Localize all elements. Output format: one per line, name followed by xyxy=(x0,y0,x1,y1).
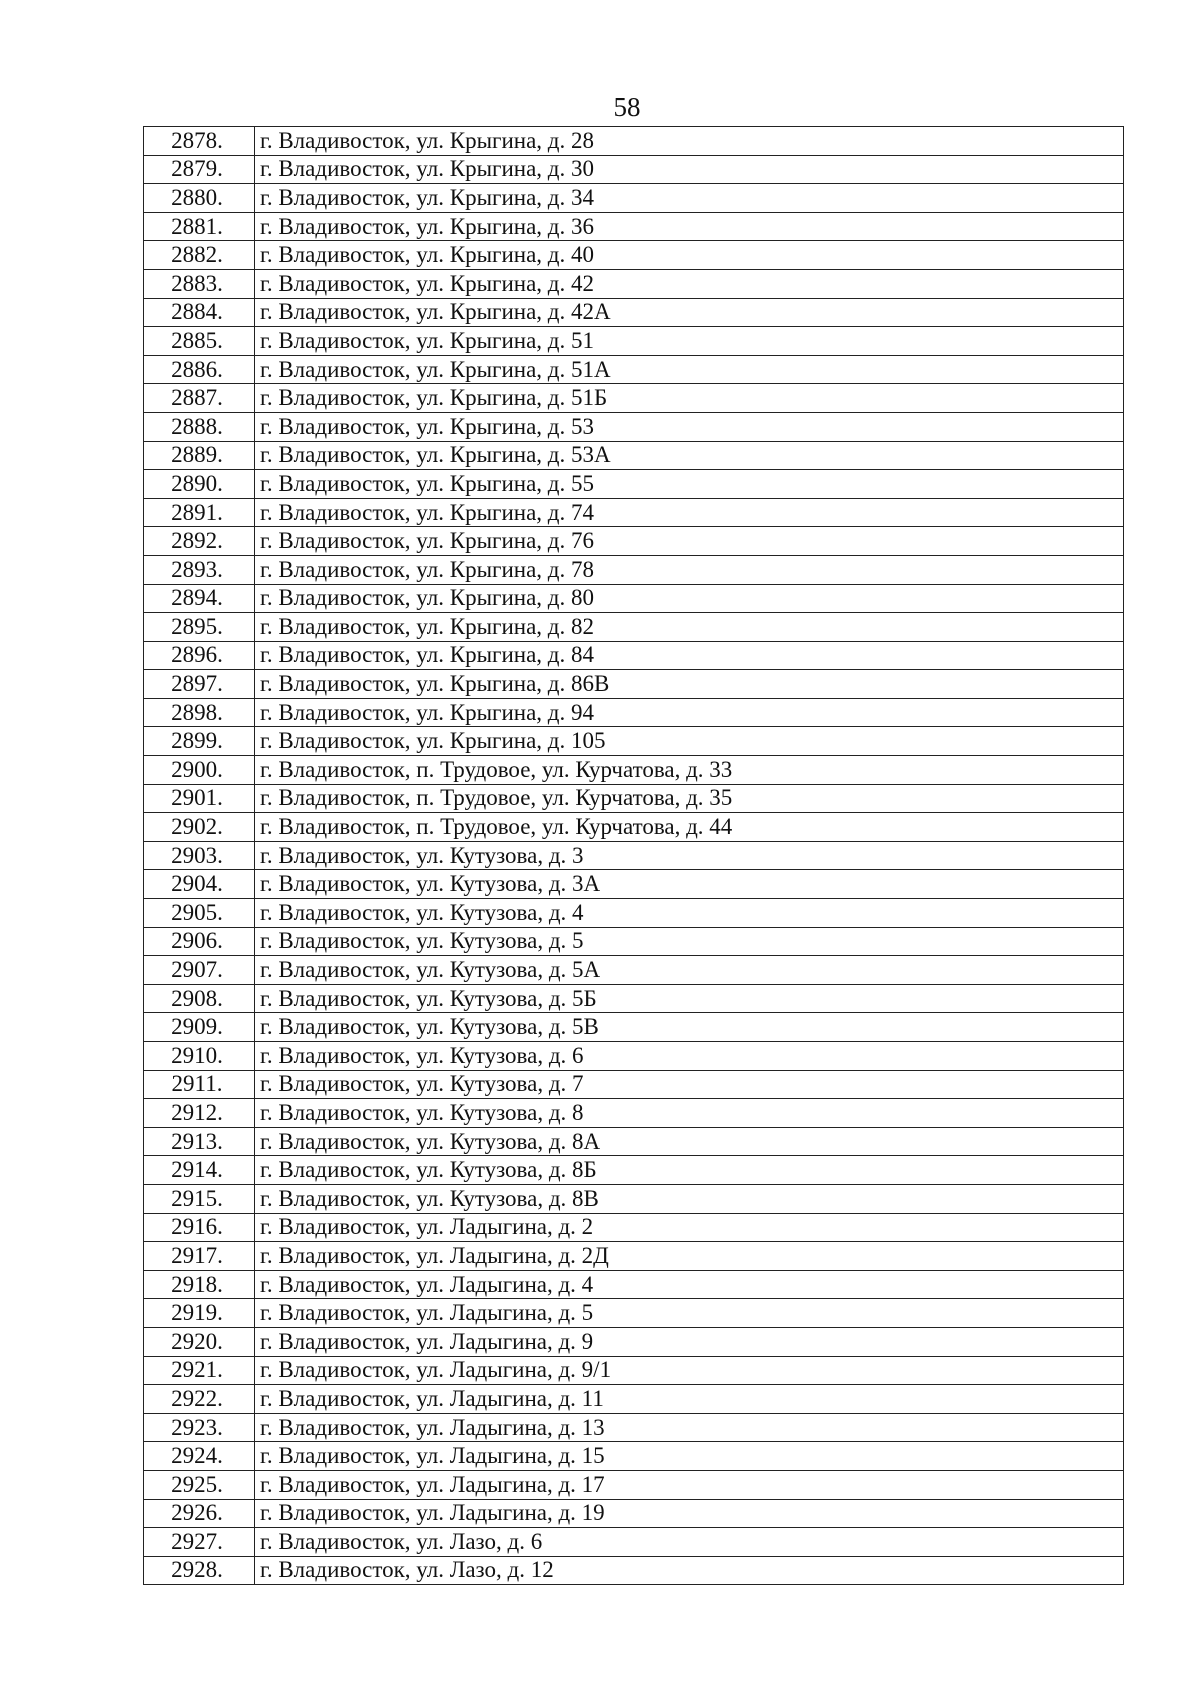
row-address: г. Владивосток, ул. Ладыгина, д. 4 xyxy=(255,1270,1124,1299)
table-row xyxy=(144,155,1124,184)
row-address: г. Владивосток, ул. Ладыгина, д. 2Д xyxy=(255,1242,1124,1271)
row-number: 2890. xyxy=(144,470,255,499)
table-row xyxy=(144,670,1124,699)
table-row xyxy=(144,241,1124,270)
row-number: 2911. xyxy=(144,1070,255,1099)
row-number: 2918. xyxy=(144,1270,255,1299)
row-number: 2926. xyxy=(144,1499,255,1528)
row-number: 2922. xyxy=(144,1385,255,1414)
row-number: 2912. xyxy=(144,1099,255,1128)
row-address: г. Владивосток, ул. Кутузова, д. 7 xyxy=(255,1070,1124,1099)
table-row xyxy=(144,1327,1124,1356)
table-row xyxy=(144,1556,1124,1585)
table-row xyxy=(144,613,1124,642)
row-address: г. Владивосток, ул. Кутузова, д. 5 xyxy=(255,927,1124,956)
row-address: г. Владивосток, ул. Крыгина, д. 30 xyxy=(255,155,1124,184)
row-address: г. Владивосток, п. Трудовое, ул. Курчатова, д. 35 xyxy=(255,784,1124,813)
row-number: 2880. xyxy=(144,184,255,213)
row-number: 2902. xyxy=(144,813,255,842)
table-row xyxy=(144,784,1124,813)
table-row xyxy=(144,1299,1124,1328)
table-row xyxy=(144,184,1124,213)
row-address: г. Владивосток, ул. Крыгина, д. 53А xyxy=(255,441,1124,470)
row-address: г. Владивосток, ул. Крыгина, д. 80 xyxy=(255,584,1124,613)
row-address: г. Владивосток, ул. Кутузова, д. 5В xyxy=(255,1013,1124,1042)
row-address: г. Владивосток, ул. Кутузова, д. 3А xyxy=(255,870,1124,899)
table-row xyxy=(144,412,1124,441)
row-number: 2879. xyxy=(144,155,255,184)
table-row xyxy=(144,1156,1124,1185)
row-address: г. Владивосток, ул. Кутузова, д. 8Б xyxy=(255,1156,1124,1185)
row-number: 2895. xyxy=(144,613,255,642)
row-number: 2898. xyxy=(144,698,255,727)
row-address: г. Владивосток, ул. Кутузова, д. 8А xyxy=(255,1127,1124,1156)
row-address: г. Владивосток, ул. Кутузова, д. 6 xyxy=(255,1042,1124,1071)
table-row xyxy=(144,899,1124,928)
table-row xyxy=(144,1099,1124,1128)
row-address: г. Владивосток, ул. Крыгина, д. 28 xyxy=(255,127,1124,156)
table-row xyxy=(144,727,1124,756)
row-address: г. Владивосток, ул. Крыгина, д. 42 xyxy=(255,269,1124,298)
table-row xyxy=(144,813,1124,842)
row-number: 2888. xyxy=(144,412,255,441)
row-address: г. Владивосток, ул. Ладыгина, д. 9/1 xyxy=(255,1356,1124,1385)
row-address: г. Владивосток, ул. Ладыгина, д. 17 xyxy=(255,1470,1124,1499)
row-number: 2904. xyxy=(144,870,255,899)
row-address: г. Владивосток, ул. Крыгина, д. 51Б xyxy=(255,384,1124,413)
table-row xyxy=(144,355,1124,384)
table-row xyxy=(144,870,1124,899)
row-number: 2920. xyxy=(144,1327,255,1356)
row-address: г. Владивосток, п. Трудовое, ул. Курчатова, д. 44 xyxy=(255,813,1124,842)
table-row xyxy=(144,555,1124,584)
row-number: 2901. xyxy=(144,784,255,813)
row-number: 2887. xyxy=(144,384,255,413)
row-number: 2900. xyxy=(144,756,255,785)
table-row xyxy=(144,1528,1124,1557)
row-address: г. Владивосток, ул. Ладыгина, д. 13 xyxy=(255,1413,1124,1442)
row-number: 2894. xyxy=(144,584,255,613)
table-row xyxy=(144,1042,1124,1071)
row-address: г. Владивосток, ул. Крыгина, д. 94 xyxy=(255,698,1124,727)
table-row xyxy=(144,1213,1124,1242)
row-address: г. Владивосток, ул. Лазо, д. 6 xyxy=(255,1528,1124,1557)
row-number: 2910. xyxy=(144,1042,255,1071)
row-number: 2891. xyxy=(144,498,255,527)
address-table xyxy=(143,126,1124,1585)
table-row xyxy=(144,841,1124,870)
row-address: г. Владивосток, ул. Крыгина, д. 51 xyxy=(255,327,1124,356)
table-row xyxy=(144,1385,1124,1414)
row-number: 2883. xyxy=(144,269,255,298)
row-number: 2886. xyxy=(144,355,255,384)
row-number: 2928. xyxy=(144,1556,255,1585)
row-address: г. Владивосток, ул. Крыгина, д. 74 xyxy=(255,498,1124,527)
table-row xyxy=(144,212,1124,241)
row-number: 2889. xyxy=(144,441,255,470)
table-row xyxy=(144,1499,1124,1528)
row-address: г. Владивосток, ул. Ладыгина, д. 5 xyxy=(255,1299,1124,1328)
table-row xyxy=(144,1013,1124,1042)
table-row xyxy=(144,1270,1124,1299)
table-row xyxy=(144,956,1124,985)
row-number: 2899. xyxy=(144,727,255,756)
row-number: 2915. xyxy=(144,1184,255,1213)
row-number: 2913. xyxy=(144,1127,255,1156)
row-number: 2923. xyxy=(144,1413,255,1442)
row-address: г. Владивосток, ул. Крыгина, д. 84 xyxy=(255,641,1124,670)
row-number: 2909. xyxy=(144,1013,255,1042)
table-row xyxy=(144,269,1124,298)
table-row xyxy=(144,470,1124,499)
table-row xyxy=(144,698,1124,727)
table-row xyxy=(144,1356,1124,1385)
row-address: г. Владивосток, ул. Кутузова, д. 3 xyxy=(255,841,1124,870)
row-number: 2893. xyxy=(144,555,255,584)
row-address: г. Владивосток, п. Трудовое, ул. Курчатова, д. 33 xyxy=(255,756,1124,785)
row-number: 2906. xyxy=(144,927,255,956)
row-address: г. Владивосток, ул. Крыгина, д. 82 xyxy=(255,613,1124,642)
row-address: г. Владивосток, ул. Ладыгина, д. 9 xyxy=(255,1327,1124,1356)
row-number: 2905. xyxy=(144,899,255,928)
row-address: г. Владивосток, ул. Кутузова, д. 5А xyxy=(255,956,1124,985)
table-row xyxy=(144,1127,1124,1156)
table-row xyxy=(144,527,1124,556)
row-number: 2903. xyxy=(144,841,255,870)
row-number: 2925. xyxy=(144,1470,255,1499)
table-row xyxy=(144,756,1124,785)
table-row xyxy=(144,384,1124,413)
row-number: 2884. xyxy=(144,298,255,327)
row-address: г. Владивосток, ул. Крыгина, д. 51А xyxy=(255,355,1124,384)
row-address: г. Владивосток, ул. Крыгина, д. 55 xyxy=(255,470,1124,499)
table-row xyxy=(144,298,1124,327)
row-number: 2892. xyxy=(144,527,255,556)
table-row xyxy=(144,1470,1124,1499)
row-address: г. Владивосток, ул. Крыгина, д. 86В xyxy=(255,670,1124,699)
row-number: 2917. xyxy=(144,1242,255,1271)
row-address: г. Владивосток, ул. Ладыгина, д. 11 xyxy=(255,1385,1124,1414)
address-table-body xyxy=(144,127,1124,1585)
row-number: 2878. xyxy=(144,127,255,156)
row-address: г. Владивосток, ул. Крыгина, д. 53 xyxy=(255,412,1124,441)
row-number: 2914. xyxy=(144,1156,255,1185)
row-number: 2885. xyxy=(144,327,255,356)
row-address: г. Владивосток, ул. Ладыгина, д. 2 xyxy=(255,1213,1124,1242)
row-address: г. Владивосток, ул. Крыгина, д. 78 xyxy=(255,555,1124,584)
table-row xyxy=(144,1184,1124,1213)
row-address: г. Владивосток, ул. Кутузова, д. 8В xyxy=(255,1184,1124,1213)
row-number: 2916. xyxy=(144,1213,255,1242)
row-number: 2907. xyxy=(144,956,255,985)
table-row xyxy=(144,584,1124,613)
row-address: г. Владивосток, ул. Ладыгина, д. 15 xyxy=(255,1442,1124,1471)
table-row xyxy=(144,1070,1124,1099)
row-address: г. Владивосток, ул. Крыгина, д. 76 xyxy=(255,527,1124,556)
row-address: г. Владивосток, ул. Ладыгина, д. 19 xyxy=(255,1499,1124,1528)
row-address: г. Владивосток, ул. Крыгина, д. 34 xyxy=(255,184,1124,213)
row-number: 2921. xyxy=(144,1356,255,1385)
table-row xyxy=(144,127,1124,156)
row-number: 2908. xyxy=(144,984,255,1013)
row-address: г. Владивосток, ул. Лазо, д. 12 xyxy=(255,1556,1124,1585)
table-row xyxy=(144,641,1124,670)
row-address: г. Владивосток, ул. Крыгина, д. 36 xyxy=(255,212,1124,241)
table-row xyxy=(144,1242,1124,1271)
row-address: г. Владивосток, ул. Крыгина, д. 42А xyxy=(255,298,1124,327)
row-number: 2924. xyxy=(144,1442,255,1471)
table-row xyxy=(144,498,1124,527)
table-row xyxy=(144,927,1124,956)
row-number: 2881. xyxy=(144,212,255,241)
row-number: 2927. xyxy=(144,1528,255,1557)
page-number: 58 xyxy=(613,92,641,122)
table-row xyxy=(144,327,1124,356)
table-row xyxy=(144,1442,1124,1471)
table-row xyxy=(144,984,1124,1013)
row-address: г. Владивосток, ул. Кутузова, д. 5Б xyxy=(255,984,1124,1013)
row-number: 2882. xyxy=(144,241,255,270)
row-address: г. Владивосток, ул. Крыгина, д. 40 xyxy=(255,241,1124,270)
table-row xyxy=(144,1413,1124,1442)
row-address: г. Владивосток, ул. Кутузова, д. 4 xyxy=(255,899,1124,928)
table-row xyxy=(144,441,1124,470)
row-address: г. Владивосток, ул. Кутузова, д. 8 xyxy=(255,1099,1124,1128)
row-number: 2896. xyxy=(144,641,255,670)
row-number: 2919. xyxy=(144,1299,255,1328)
row-address: г. Владивосток, ул. Крыгина, д. 105 xyxy=(255,727,1124,756)
row-number: 2897. xyxy=(144,670,255,699)
